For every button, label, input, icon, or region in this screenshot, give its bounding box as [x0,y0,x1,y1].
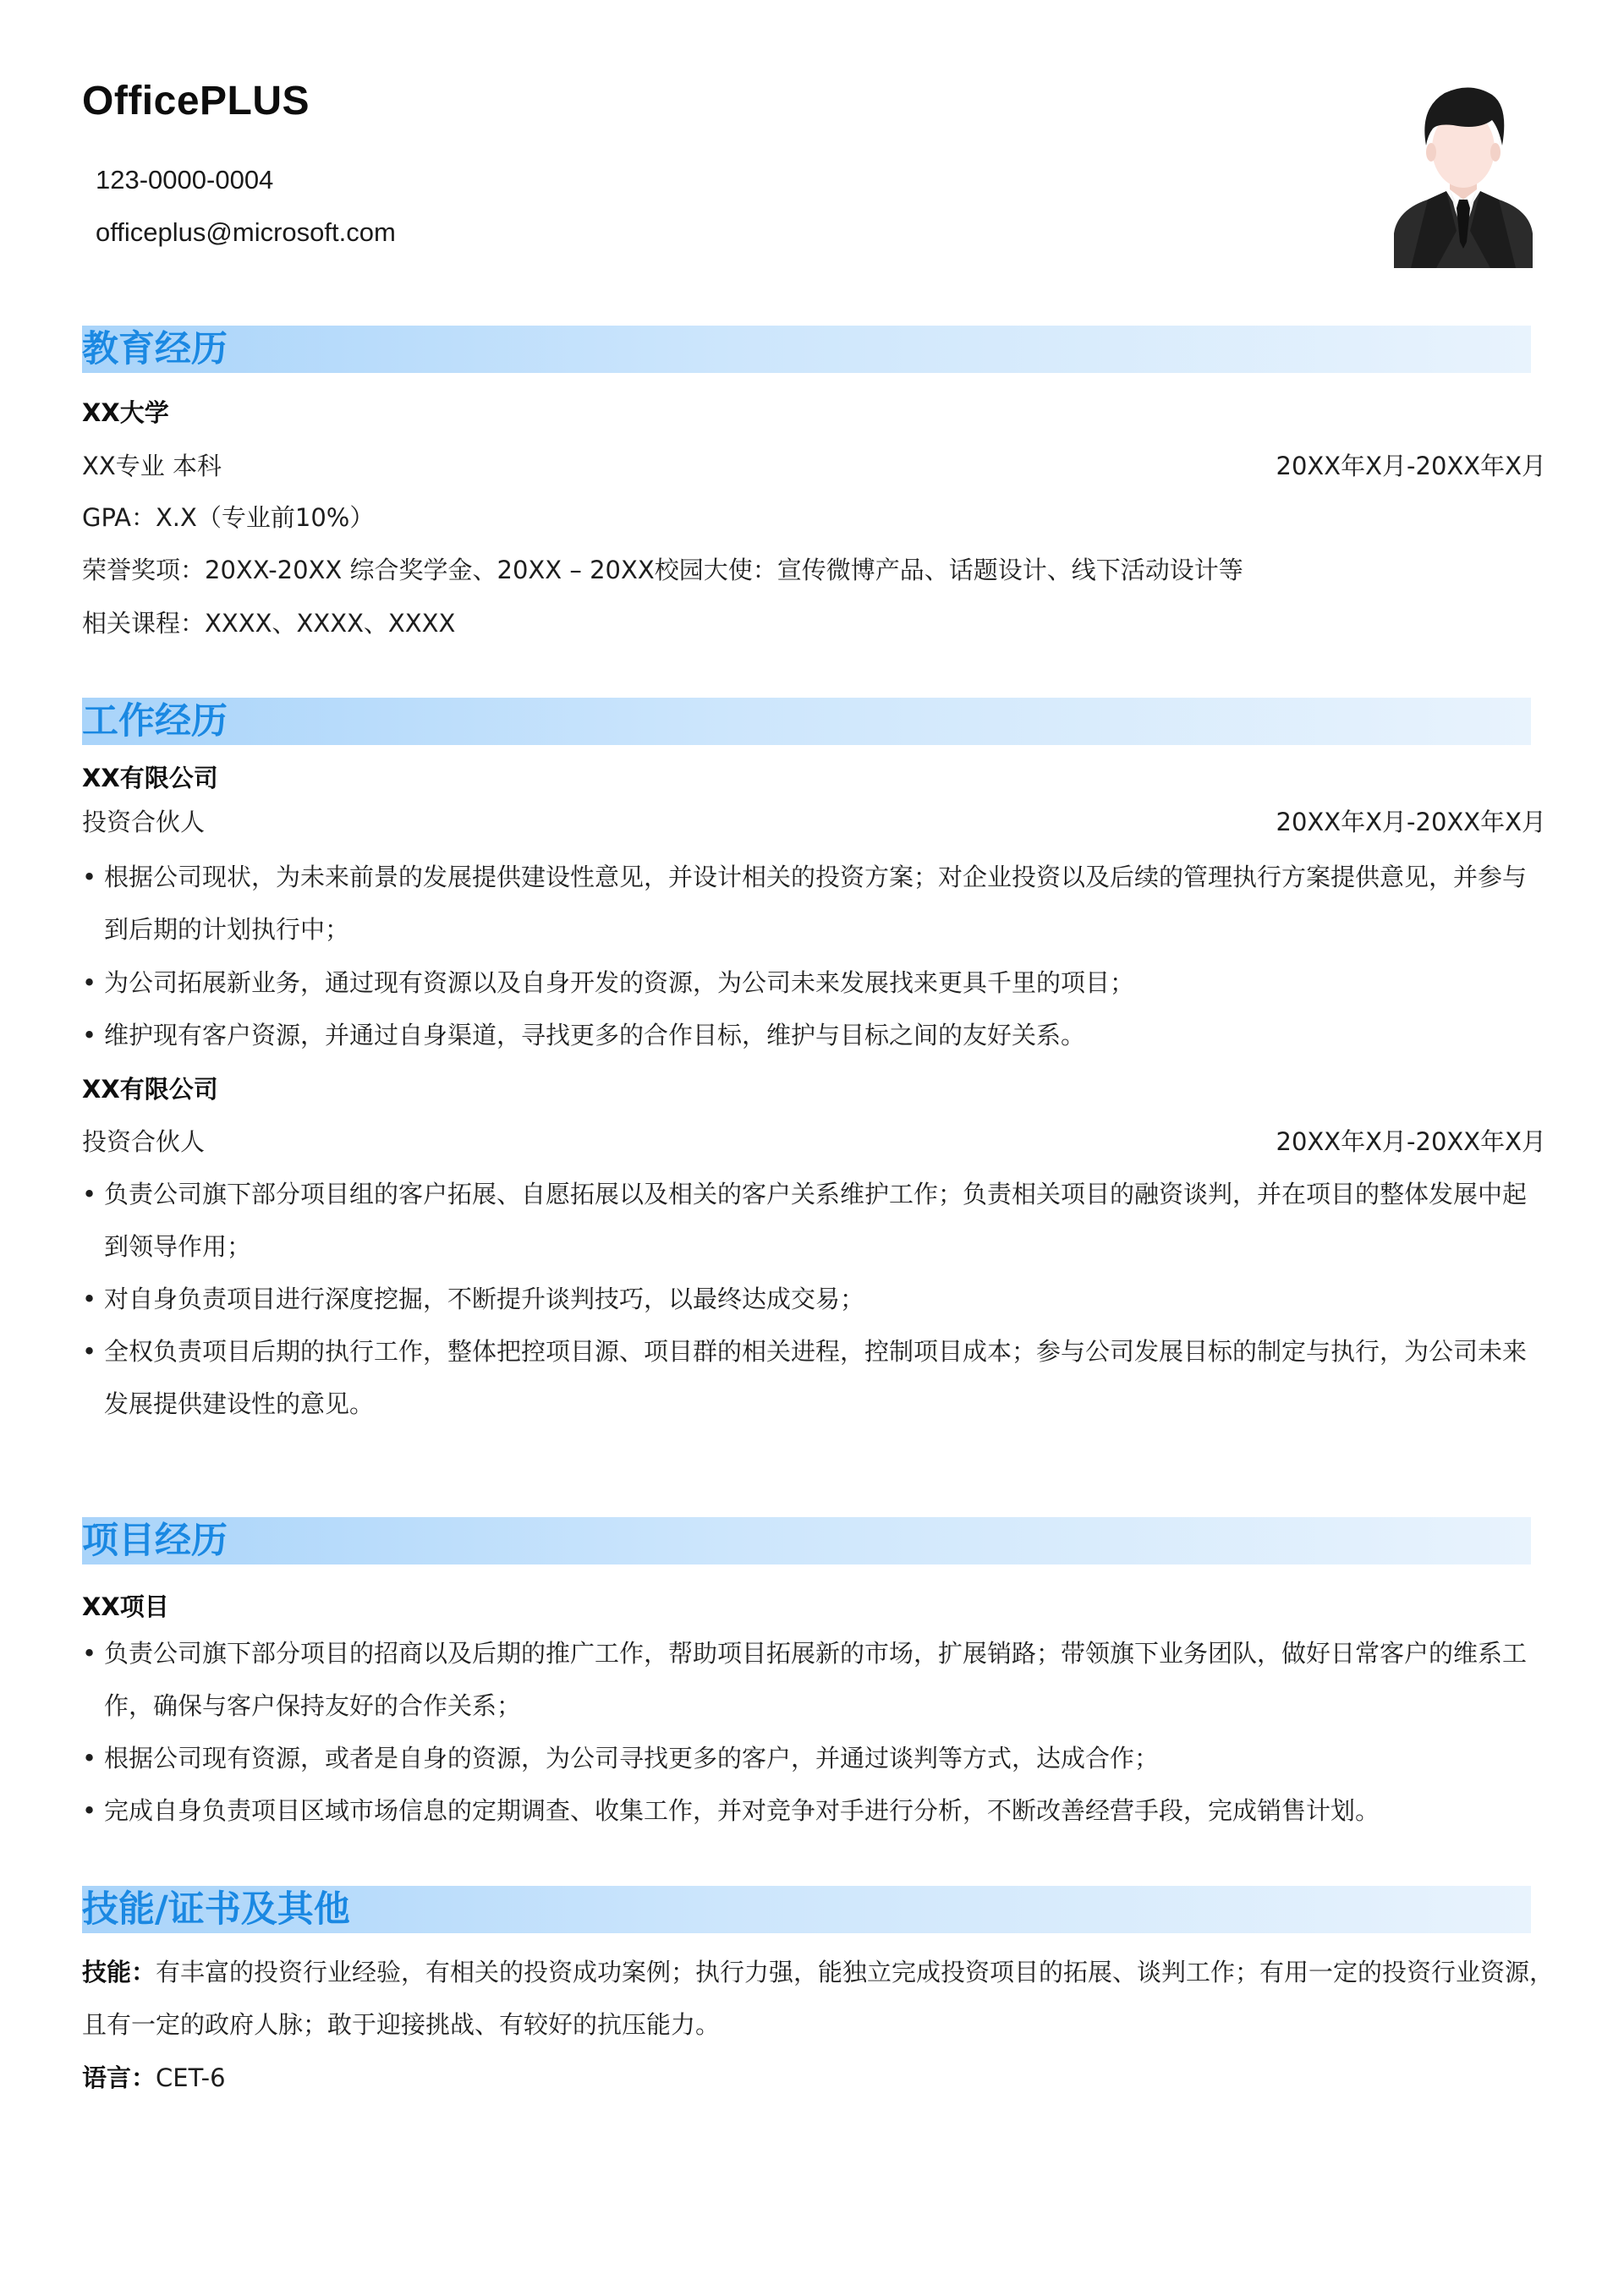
education-section-bar [82,326,1531,373]
job-role: 投资合伙人 [82,1127,206,1156]
avatar-man-suit-icon [1394,83,1533,268]
project-bullet-text: 负责公司旗下部分项目的招商以及后期的推广工作，帮助项目拓展新的市场，扩展销路；带领旗下业务团队，做好日常客户的维系工作，确保与客户保持友好的合作关系； [104,1639,1528,1720]
job-company: XX有限公司 [82,764,218,792]
job-bullet-text: 负责公司旗下部分项目组的客户拓展、自愿拓展以及相关的客户关系维护工作；负责相关项目的融资谈判，并在项目的整体发展中起到领导作用； [104,1180,1528,1261]
job-bullet [82,1325,1535,1430]
bullet-dot: • [82,1285,97,1313]
project-bullet-text: 完成自身负责项目区域市场信息的定期调查、收集工作，并对竞争对手进行分析，不断改善经营手段，完成销售计划。 [104,1796,1380,1825]
job-bullet [82,1273,1535,1325]
bullet-dot: • [82,1744,97,1773]
project-bullet [82,1627,1535,1732]
language-paragraph [82,2052,1571,2104]
language-label: 语言： [82,2063,156,2092]
project-bullet-text: 根据公司现有资源，或者是自身的资源，为公司寻找更多的客户，并通过谈判等方式，达成合作； [104,1744,1160,1773]
job-date: 20XX年X月-20XX年X月 [1276,808,1546,836]
phone-number: 123-0000-0004 [96,165,274,195]
project-name: XX项目 [82,1592,169,1621]
projects-section-bar [82,1517,1531,1564]
job-bullet-text: 为公司拓展新业务，通过现有资源以及自身开发的资源，为公司未来发展找来更具千里的项目； [104,968,1135,997]
school-name: XX大学 [82,398,169,427]
job-bullet [82,851,1535,956]
honors: 荣誉奖项：20XX-20XX 综合奖学金、20XX – 20XX校园大使：宣传微博产品、话题设计、线下活动设计等 [82,556,1243,584]
bullet-dot: • [82,1337,97,1366]
job-bullet-text: 全权负责项目后期的执行工作，整体把控项目源、项目群的相关进程，控制项目成本；参与公司发展目标的制定与执行，为公司未来发展提供建设性的意见。 [104,1337,1528,1418]
job-bullet [82,1168,1535,1273]
education-section-title: 教育经历 [82,328,228,370]
job-bullet-text: 维护现有客户资源，并通过自身渠道，寻找更多的合作目标，维护与目标之间的友好关系。 [104,1021,1086,1049]
job-bullet-text: 对自身负责项目进行深度挖掘，不断提升谈判技巧，以最终达成交易； [104,1285,865,1313]
bullet-dot: • [82,1180,97,1208]
bullet-dot: • [82,1021,97,1049]
gpa: GPA：X.X（专业前10%） [82,503,375,532]
education-date: 20XX年X月-20XX年X月 [1276,452,1546,480]
job-role: 投资合伙人 [82,808,206,836]
job-bullet [82,956,1535,1009]
major-degree: XX专业 本科 [82,452,222,480]
language-text: CET-6 [156,2063,226,2092]
candidate-name: OfficePLUS [82,79,310,123]
skills-text: 有丰富的投资行业经验，有相关的投资成功案例；执行力强，能独立完成投资项目的拓展、谈判工作；有用一定的投资行业资源，且有一定的政府人脉；敢于迎接挑战、有较好的抗压能力。 [82,1958,1555,2039]
job-bullet [82,1009,1535,1061]
job-company: XX有限公司 [82,1075,218,1104]
projects-section-title: 项目经历 [82,1520,228,1562]
bullet-dot: • [82,1639,97,1668]
courses: 相关课程：XXXX、XXXX、XXXX [82,609,456,638]
bullet-dot: • [82,968,97,997]
email-address: officeplus@microsoft.com [96,217,396,247]
skills-paragraph [82,1946,1571,2051]
project-bullet [82,1732,1535,1784]
bullet-dot: • [82,1796,97,1825]
job-date: 20XX年X月-20XX年X月 [1276,1127,1546,1156]
job-bullet-text: 根据公司现状，为未来前景的发展提供建设性意见，并设计相关的投资方案；对企业投资以及后续的管理执行方案提供意见，并参与到后期的计划执行中； [104,863,1528,944]
work-section-title: 工作经历 [82,700,228,743]
project-bullet [82,1784,1535,1837]
skills-label: 技能： [82,1958,156,1986]
work-section-bar [82,698,1531,745]
skills-section-title: 技能/证书及其他 [82,1888,350,1931]
bullet-dot: • [82,863,97,891]
